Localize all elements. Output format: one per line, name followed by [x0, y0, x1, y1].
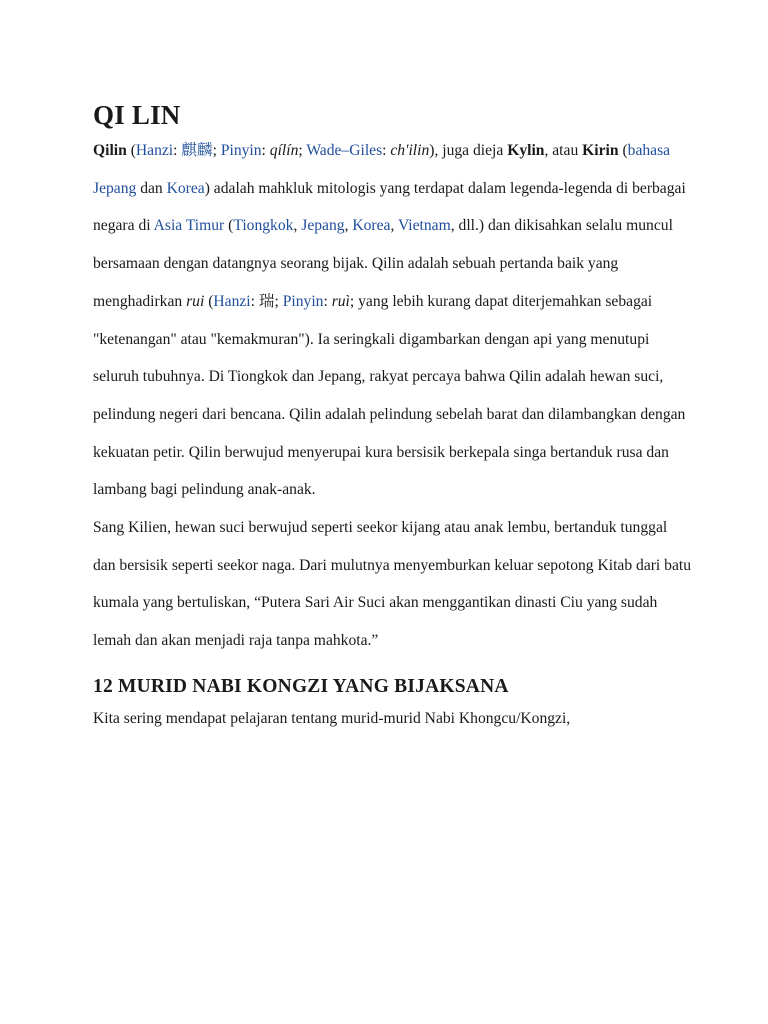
link-tiongkok[interactable]: Tiongkok [233, 217, 294, 235]
pinyin-value: qílín [269, 142, 299, 159]
link-jepang[interactable]: Jepang [301, 217, 345, 235]
term-qilin: Qilin [93, 142, 127, 159]
link-hanzi[interactable]: Hanzi [135, 142, 174, 159]
wade-giles-value: ch'ilin [390, 142, 430, 159]
rui-term: rui [186, 292, 205, 310]
link-korea[interactable]: Korea [166, 179, 205, 197]
link-pinyin[interactable]: Pinyin [220, 142, 262, 159]
link-bahasa-jepang[interactable]: bahasa Jepang [93, 142, 671, 197]
link-wade-giles[interactable]: Wade–Giles [306, 142, 383, 159]
link-asia-timur[interactable]: Asia Timur [153, 217, 225, 235]
document-page [93, 98, 693, 738]
kilien-paragraph: Sang Kilien, hewan suci berwujud seperti seekor kijang atau anak lembu, bertanduk tunggal dan bersisik seperti seekor naga. Dari mulutnya menyemburkan keluar sepotong Kitab dari batu kumala yang bertuliskan, “Putera Sari Air Suci akan menggantikan dinasti Ciu yang sudah lemah dan akan menjadi raja tanpa mahkota.” [93, 519, 692, 650]
hanzi-rui: 瑞 [258, 292, 275, 310]
link-hanzi-2[interactable]: Hanzi [213, 292, 251, 310]
link-pinyin-2[interactable]: Pinyin [282, 292, 324, 310]
section-heading: 12 MURID NABI KONGZI YANG BIJAKSANA [93, 675, 509, 697]
murid-paragraph: Kita sering mendapat pelajaran tentang murid-murid Nabi Khongcu/Kongzi, [93, 709, 571, 727]
rui-pinyin: ruì [331, 292, 350, 310]
page-title: QI LIN [93, 100, 181, 130]
term-kylin: Kylin [507, 142, 545, 159]
qilin-paragraph: Qilin (Hanzi: 麒麟; Pinyin: qílín; Wade–Giles: ch'ilin), juga dieja Kylin, atau Kirin (bahasa Jepang dan Korea) adalah mahkluk mitologis yang terdapat dalam legenda-legenda di berbagai negara di Asia Timur (Tiongkok, Jepang, Korea, Vietnam, dll.) dan dikisahkan selalu muncul bersamaan dengan datangnya seorang bijak. Qilin adalah sebuah pertanda baik yang menghadirkan rui (Hanzi: 瑞; Pinyin: ruì; yang lebih kurang dapat diterjemahkan sebagai "ketenangan" atau "kemakmuran"). Ia seringkali digambarkan dengan api yang menutupi seluruh tubuhnya. Di Tiongkok dan Jepang, rakyat percaya bahwa Qilin adalah hewan suci, pelindung negeri dari bencana. Qilin adalah pelindung sebelah barat dan dilambangkan dengan kekuatan petir. Qilin berwujud menyerupai kura bersisik berkepala singa bertanduk rusa dan lambang bagi pelindung anak-anak. [93, 142, 686, 499]
link-vietnam[interactable]: Vietnam [397, 217, 451, 235]
term-kirin: Kirin [582, 142, 619, 159]
link-hanzi-characters[interactable]: 麒麟 [181, 142, 213, 159]
link-korea-2[interactable]: Korea [352, 217, 391, 235]
